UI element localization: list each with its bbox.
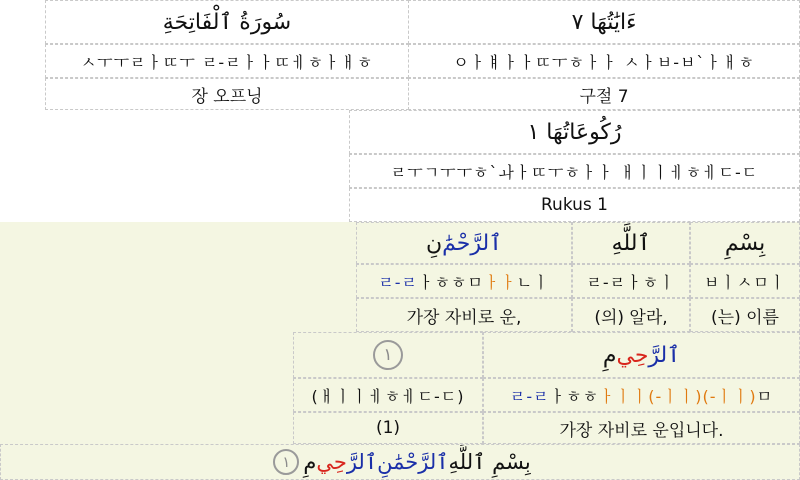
verse-segment: بِسْمِ ٱللَّهِ [448, 450, 531, 474]
translit-segment: ㄹ-ㄹ [509, 386, 550, 406]
translit-segment: ㄴㅣ [516, 272, 550, 292]
word-arrahimi-arabic [483, 332, 800, 378]
word-arrahimi-meaning: 가장 자비로 운입니다. [483, 412, 800, 444]
word-allahi-arabic: ٱللَّهِ [572, 222, 690, 264]
word-bismi-meaning: (는) 이름 [690, 298, 800, 332]
word-bismi-arabic: بِسْمِ [690, 222, 800, 264]
rukus-meaning: Rukus 1 [349, 188, 800, 222]
ayat-count-transliteration: ㅇㅏㅒㅏㅏㄸㅜㅎㅏㅏ ㅅㅏㅂ-ㅂ`ㅏㅐㅎ [408, 44, 800, 78]
arabic-segment: مِ [602, 342, 617, 368]
translit-segment: ㅏㅎㅎㅁ [418, 272, 484, 292]
translit-segment: ㅏㅎㅎ [549, 386, 599, 406]
surah-name-arabic: سُورَةُ ٱلْفَاتِحَةِ [45, 0, 409, 44]
ayah-end-transliteration: (ㅐㅣㅣㅔㅎㅔㄷ-ㄷ) [293, 378, 483, 412]
verse-segment: مِ [303, 450, 317, 474]
word-bismi-transliteration: ㅂㅣㅅㅁㅣ [690, 264, 800, 298]
arabic-segment: حِي [616, 342, 649, 368]
translit-segment: ㄹ-ㄹ [378, 272, 418, 292]
full-verse-arabic [0, 444, 800, 480]
ayat-count-arabic: ءَايَٰتُهَا ٧ [408, 0, 800, 44]
ayah-end-meaning: (1) [293, 412, 483, 444]
surah-name-meaning: 장 오프닝 [45, 78, 409, 110]
translit-segment: ㅏㅏ [483, 272, 517, 292]
ayat-count-meaning: 구절 7 [408, 78, 800, 110]
word-allahi-transliteration: ㄹ-ㄹㅏㅎㅣ [572, 264, 690, 298]
translit-segment: ㅁ [756, 386, 774, 406]
ayah-end-marker [293, 332, 483, 378]
word-arrahmani-transliteration [356, 264, 572, 298]
rukus-arabic: رُكُوعَاتُهَا ١ [349, 110, 800, 154]
translit-segment: ㅏㅣㅣ(-ㅣㅣ)(-ㅣㅣ) [598, 386, 757, 406]
surah-name-transliteration: ㅅㅜㅜㄹㅏㄸㅜ ㄹ-ㄹㅏㅏㄸㅔㅎㅏㅐㅎ [45, 44, 409, 78]
arabic-segment: نِ [425, 230, 443, 256]
arabic-segment: ٱلرَّحْمَٰ [442, 230, 503, 256]
arabic-segment: ٱلرَّ [648, 342, 681, 368]
verse-segment: ٱلرَّ [346, 450, 378, 474]
word-arrahimi-transliteration [483, 378, 800, 412]
word-arrahmani-arabic [356, 222, 572, 264]
ayah-number-badge: ١ [373, 340, 403, 370]
word-arrahmani-meaning: 가장 자비로 운, [356, 298, 572, 332]
word-allahi-meaning: (의) 알라, [572, 298, 690, 332]
verse-segment: ٱلرَّحْمَٰنِ [377, 450, 449, 474]
verse-segment: حِي [316, 450, 347, 474]
rukus-transliteration: ㄹㅜㄱㅜㅜㅎ`ㅘㅏㄸㅜㅎㅏㅏ ㅐㅣㅣㅔㅎㅔㄷ-ㄷ [349, 154, 800, 188]
ayah-number-badge: ١ [273, 449, 299, 475]
